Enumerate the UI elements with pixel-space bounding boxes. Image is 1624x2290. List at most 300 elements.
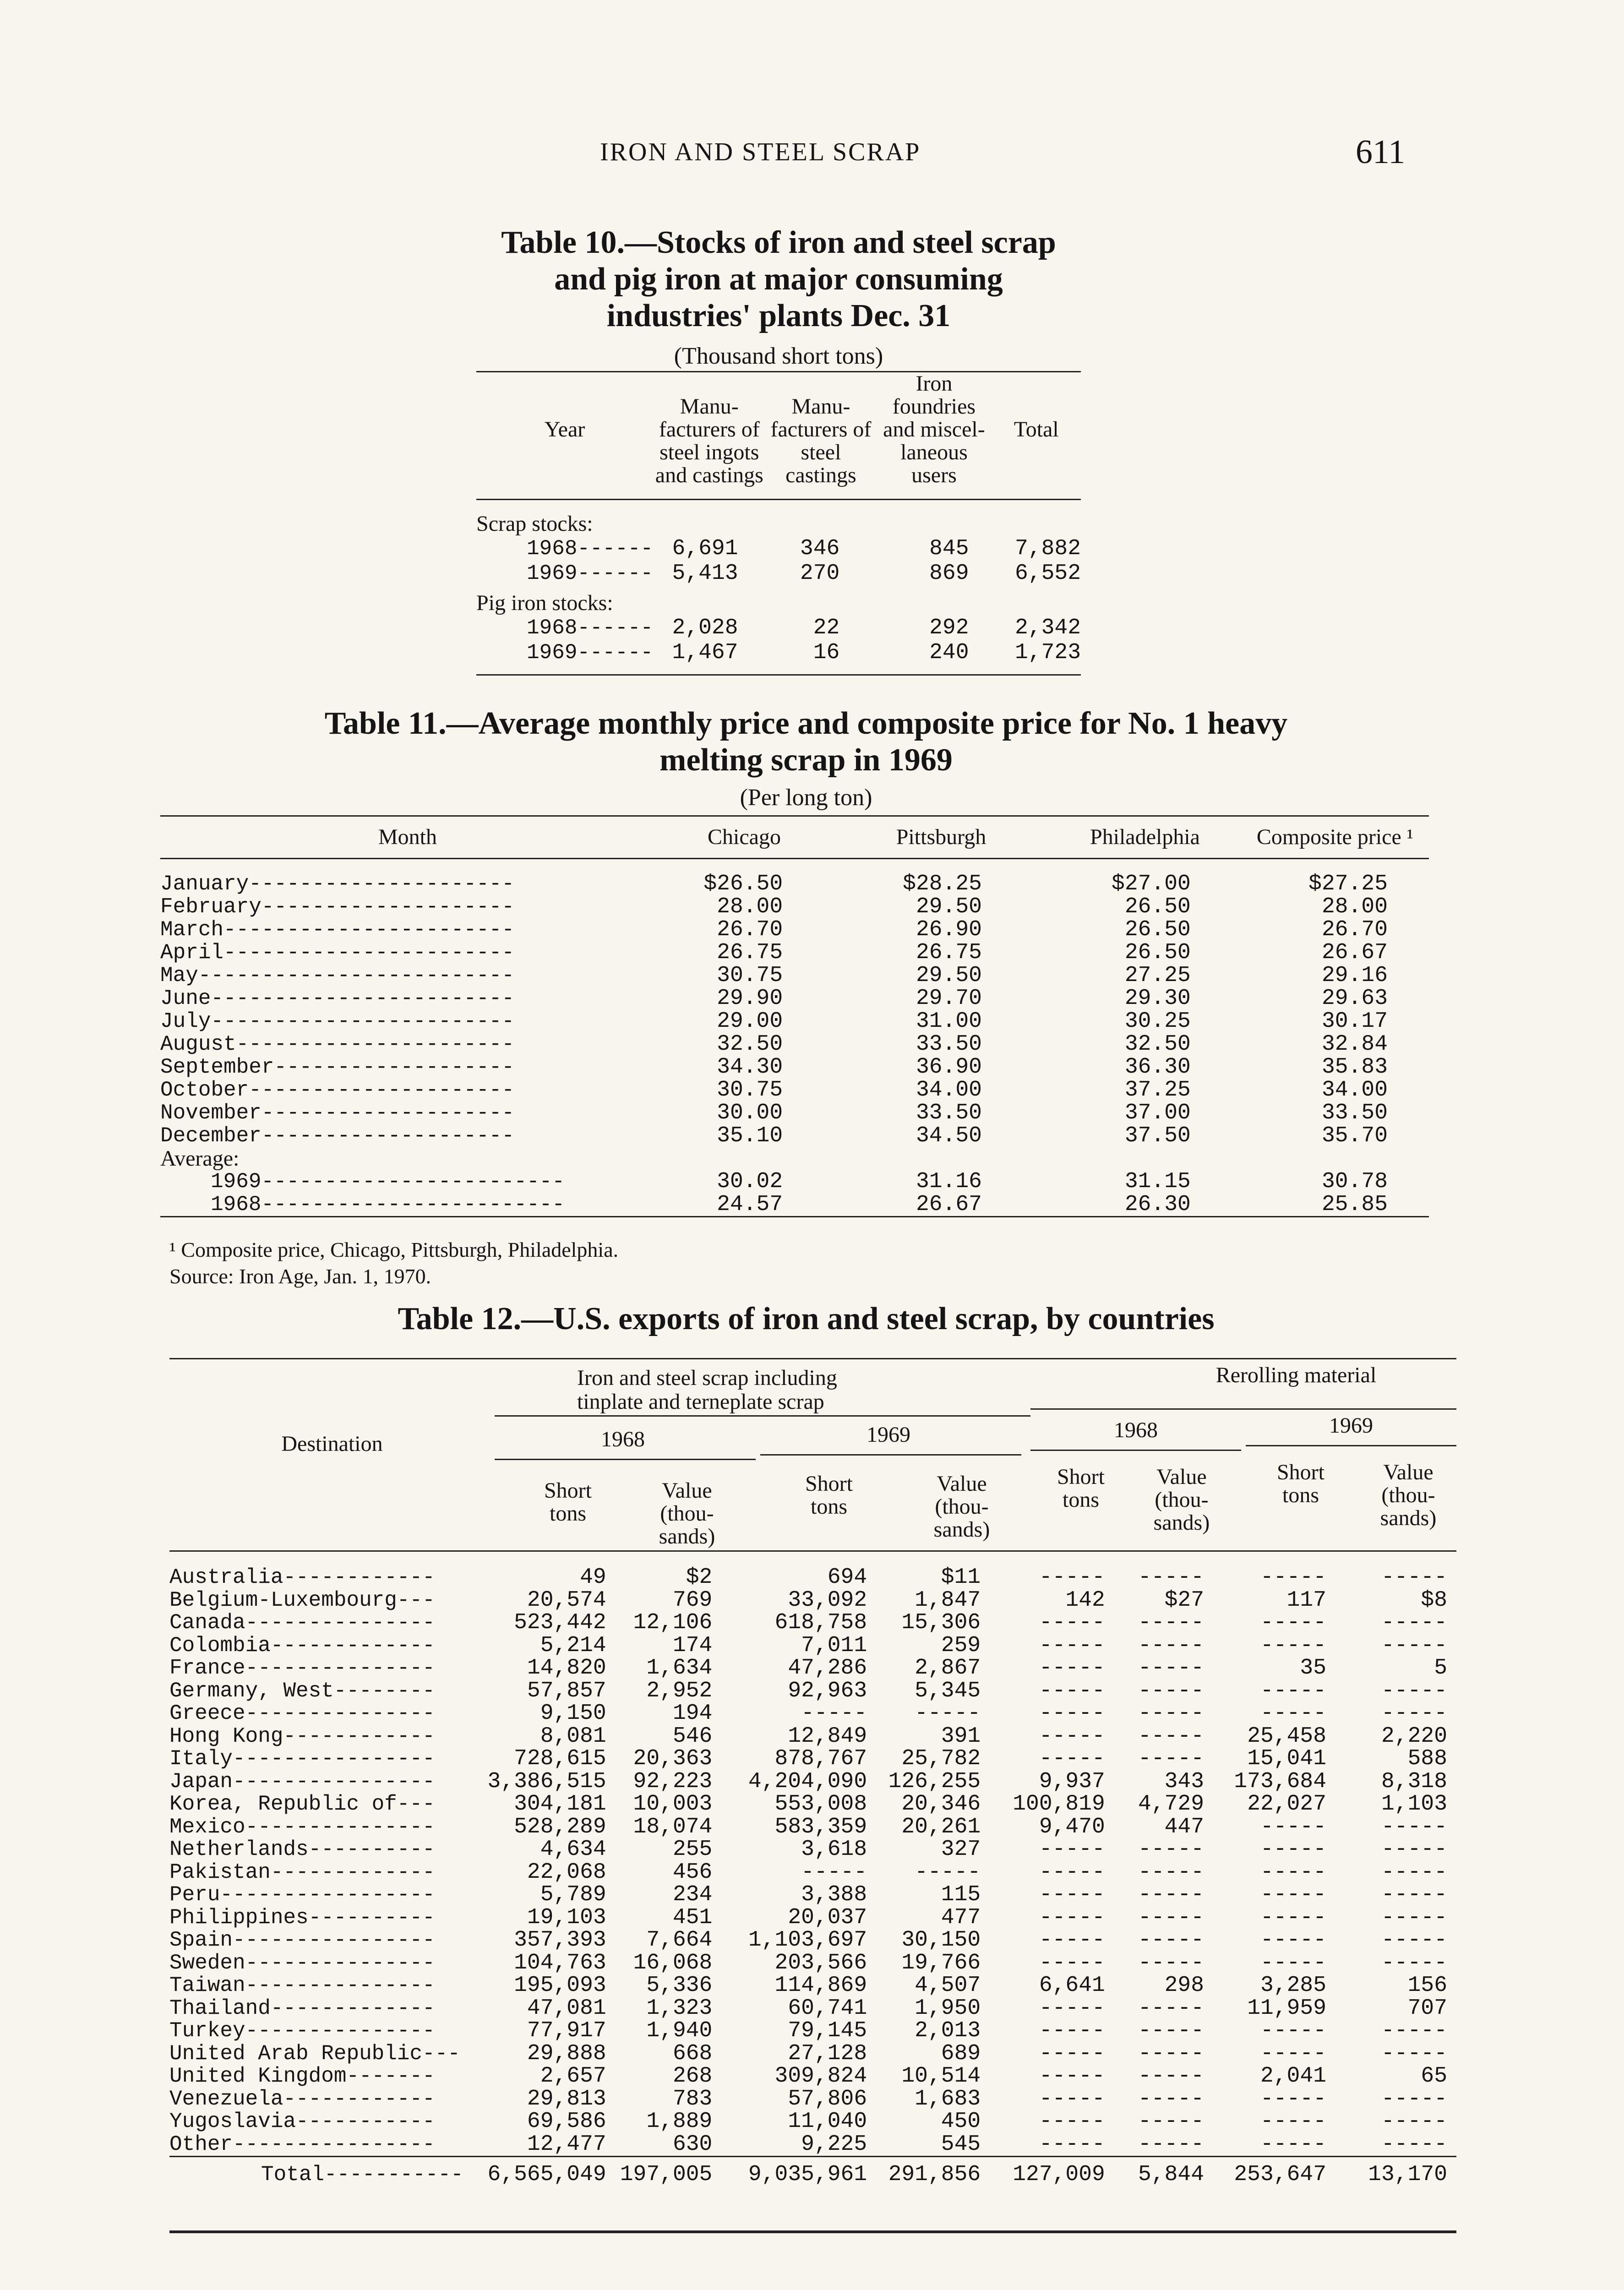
t12-group1-heading [577,1366,989,1414]
t12-destination: Mexico--------------- [169,1815,435,1839]
t11-cell: 37.00 [1124,1101,1191,1125]
t12-cell: ----- [1138,1746,1204,1771]
t12-cell: 728,615 [514,1746,606,1771]
t12-destination-label: Thailand [169,1996,271,2020]
t12-cell: 291,856 [888,2162,981,2187]
t11-month: November-------------------- [160,1101,514,1125]
t12-cell: 92,963 [788,1678,867,1703]
t12-rule-g1 [495,1415,1030,1417]
table-row [169,2043,1456,2066]
t12-cell: 47,081 [527,1996,606,2021]
t12-cell: ----- [1260,1928,1327,1952]
t11-cell: 30.17 [1321,1009,1388,1034]
t12-cell: 546 [672,1723,713,1749]
table-11-subtitle: (Per long ton) [740,785,872,811]
table-row [169,2110,1456,2133]
t12-cell: 18,074 [633,1814,713,1839]
t12-cell: 57,806 [788,2086,867,2111]
t12-destination-label: Taiwan [169,1974,245,1997]
table-10-title [458,224,1099,370]
t12-header-rule [169,1550,1456,1552]
t11-cell: 30.00 [717,1101,783,1125]
t12-cell: 195,093 [514,1973,606,1998]
t12-destination-label: Philippines [169,1905,309,1930]
t12-cell: ----- [1260,1610,1327,1635]
t12-cell: ----- [1260,1837,1327,1862]
t11-cell: $28.25 [903,872,982,896]
t12-destination: Netherlands---------- [169,1837,435,1861]
t12-cell: 553,008 [774,1792,867,1816]
t12-destination: Venezuela------------ [169,2087,435,2111]
t11-cell: 31.16 [916,1169,982,1194]
t12-cell: 20,574 [527,1587,606,1613]
t11-cell: 31.15 [1124,1169,1191,1194]
table-row [169,1884,1456,1907]
table-row [160,1079,1429,1101]
t10-col-castings: Manu- facturers of steel castings [770,394,872,487]
t12-cell: 12,106 [633,1610,713,1635]
table-row [169,1680,1456,1703]
t12-short-c: Short tons [1057,1465,1105,1512]
t12-cell: 100,819 [1013,1792,1105,1816]
t12-cell: ----- [1260,1814,1327,1839]
t11-cell: 35.10 [717,1123,783,1148]
t10-cell: 346 [800,536,840,561]
t12-cell: ----- [1381,1950,1447,1975]
t11-average-label: Average: [160,1146,240,1171]
t12-cell: 2,657 [540,2064,606,2088]
t12-cell: ----- [1138,2064,1204,2088]
t11-month-label: November [160,1101,262,1125]
table-row [169,1725,1456,1748]
t12-cell: ----- [1260,2086,1327,2111]
t12-cell: 343 [1164,1769,1204,1794]
t12-cell: ----- [801,1859,867,1885]
t12-cell: 6,641 [1039,1973,1105,1998]
table-11 [160,815,1429,873]
t12-year-d: 1969 [1329,1413,1373,1438]
t10-cell: 22 [813,616,840,640]
t12-cell: 20,363 [633,1746,713,1771]
t12-cell: ----- [1381,1859,1447,1885]
t12-cell: 49 [580,1565,606,1590]
t12-destination-label: Greece [169,1701,245,1725]
t12-cell: ----- [1138,1996,1204,2021]
t12-cell: 327 [941,1837,981,1862]
t12-cell: 5,214 [540,1633,606,1658]
t12-cell: ----- [1260,1701,1327,1726]
t11-bottom-rule [160,1216,1429,1217]
t11-month-label: 1969 [211,1170,262,1194]
t12-cell: 234 [672,1882,713,1907]
table-12-body [169,1566,1456,2186]
t12-cell: 29,813 [527,2086,606,2111]
t12-cell: 309,824 [774,2064,867,2088]
t12-cell: 20,346 [901,1792,981,1816]
t11-month-label: December [160,1124,262,1148]
t11-cell: 35.70 [1321,1123,1388,1148]
t12-cell: 6,565,049 [487,2162,606,2187]
t12-cell: 456 [672,1859,713,1885]
t11-cell: 30.75 [717,1078,783,1102]
t12-cell: 9,937 [1039,1769,1105,1794]
t12-cell: ----- [1039,2086,1105,2111]
t12-cell: 115 [941,1882,981,1907]
t12-destination-label: Belgium-Luxembourg [169,1588,397,1612]
t11-cell: 33.50 [916,1101,982,1125]
t12-cell: ----- [915,1859,981,1885]
t12-destination-label: Peru [169,1883,220,1907]
t11-cell: 29.50 [916,963,982,988]
t12-cell: 15,306 [901,1610,981,1635]
t12-cell: 65 [1421,2064,1447,2088]
t12-cell: ----- [1039,1656,1105,1680]
t12-destination-label: Yugoslavia [169,2110,296,2133]
t11-month-label: January [160,872,249,896]
t10-col-foundries: Iron foundries and miscel- laneous users [883,371,985,487]
t12-cell: ----- [1381,1928,1447,1952]
t11-cell: 28.00 [1321,894,1388,919]
t12-cell: ----- [1039,2109,1105,2134]
t12-cell: ----- [1039,1882,1105,1907]
t12-cell: 22,068 [527,1859,606,1885]
t12-cell: ----- [1381,1610,1447,1635]
t12-destination-label: Germany, West [169,1679,334,1703]
t12-destination-label: Japan [169,1769,233,1794]
t12-cell: 2,867 [915,1656,981,1680]
t12-cell: ----- [1381,2018,1447,2043]
t12-short-d: Short tons [1276,1460,1324,1507]
table-row [169,1861,1456,1884]
t11-cell: 26.50 [1124,940,1191,965]
t12-cell: ----- [1260,2132,1327,2157]
t11-cell: 35.83 [1321,1055,1388,1080]
table-row [169,1589,1456,1612]
t12-destination: Australia------------ [169,1565,435,1589]
t12-cell: ----- [1039,1701,1105,1726]
t12-destination-label: Sweden [169,1951,245,1975]
t12-cell: 2,952 [646,1678,713,1703]
table-row [160,964,1429,987]
t12-cell: ----- [1039,1996,1105,2021]
table-row [169,1793,1456,1816]
t11-month: October--------------------- [160,1078,514,1102]
t12-cell: ----- [1138,1656,1204,1680]
t12-cell: ----- [1039,1905,1105,1930]
t12-cell: 69,586 [527,2109,606,2134]
t11-cell: 32.50 [717,1032,783,1057]
t12-cell: ----- [1138,1633,1204,1658]
t12-destination: Korea, Republic of--- [169,1792,435,1816]
t11-cell: 29.70 [916,986,982,1011]
t12-destination-label: Hong Kong [169,1724,283,1748]
t11-cell: 25.85 [1321,1192,1388,1217]
t12-cell: 20,037 [788,1905,867,1930]
t10-cell: 292 [929,616,969,640]
t12-cell: 255 [672,1837,713,1862]
t11-cell: 34.30 [717,1055,783,1080]
t11-col-month: Month [378,825,437,849]
t12-cell: 114,869 [774,1973,867,1998]
table-row [169,1612,1456,1635]
t11-footnote: ¹ Composite price, Chicago, Pittsburgh, Philadelphia. [169,1238,619,1261]
t12-cell: ----- [1138,1723,1204,1749]
t12-cell: ----- [1381,1837,1447,1862]
t11-cell: 34.50 [916,1123,982,1148]
t12-cell: 7,011 [801,1633,867,1658]
t11-cell: $26.50 [703,872,783,896]
table-row [169,1997,1456,2020]
t12-cell: 1,103 [1381,1792,1447,1816]
t12-cell: ----- [1138,2086,1204,2111]
t12-cell: ----- [1039,1610,1105,1635]
t12-destination: United Arab Republic--- [169,2041,460,2066]
t11-month: May------------------------- [160,964,514,987]
t12-year-b: 1969 [866,1423,910,1447]
t11-cell: 30.25 [1124,1009,1191,1034]
t11-month: March----------------------- [160,918,514,942]
t12-cell: ----- [1381,1701,1447,1726]
table-row [169,1929,1456,1952]
table-row [169,2133,1456,2157]
t12-cell: 304,181 [514,1792,606,1816]
t12-cell: 5,789 [540,1882,606,1907]
t12-group2-heading: Rerolling material [1215,1363,1377,1387]
t12-cell: ----- [1381,1905,1447,1930]
t12-destination-label: Turkey [169,2019,245,2043]
t12-cell: 47,286 [788,1656,867,1680]
t12-cell: ----- [1138,1678,1204,1703]
t12-destination: Turkey--------------- [169,2019,435,2043]
t11-month-label: April [160,941,224,965]
t12-cell: ----- [1039,1565,1105,1590]
table-row [160,918,1429,941]
t10-cell: 16 [813,640,840,665]
t12-cell: ----- [1381,1678,1447,1703]
t12-destination-label: Venezuela [169,2087,283,2111]
t12-cell: 9,225 [801,2132,867,2157]
t10-cell: 7,882 [1014,536,1081,561]
t12-cell: 142 [1065,1587,1105,1613]
t11-cell: 36.30 [1124,1055,1191,1080]
t12-cell: 12,477 [527,2132,606,2157]
table-10-subtitle: (Thousand short tons) [674,343,883,369]
t11-month-label: May [160,964,198,987]
t12-cell: 528,289 [514,1814,606,1839]
t12-destination-label: France [169,1656,245,1680]
t11-cell: 29.16 [1321,963,1388,988]
t11-cell: 24.57 [717,1192,783,1217]
t12-cell: 11,040 [788,2109,867,2134]
t12-cell: 12,849 [788,1723,867,1749]
table-row [476,561,1081,586]
t10-group-scrap: Scrap stocks: [476,512,593,536]
t12-cell: 268 [672,2064,713,2088]
t12-rule-g2 [1030,1408,1456,1410]
total-row [169,2157,1456,2186]
t12-cell: ----- [1260,1905,1327,1930]
table-11-notes [169,1237,1085,1290]
t12-cell: 33,092 [788,1587,867,1613]
t12-cell: ----- [1381,2109,1447,2134]
t12-destination: Colombia------------- [169,1633,435,1658]
t12-destination-label: Canada [169,1611,245,1635]
t10-year: 1968------ [527,537,654,561]
t11-cell: 26.50 [1124,917,1191,942]
t11-cell: 36.90 [916,1055,982,1080]
t10-cell: 6,552 [1014,561,1081,586]
t12-destination: Greece--------------- [169,1701,435,1725]
t12-cell: 25,458 [1247,1723,1327,1749]
table-row [169,1907,1456,1930]
table-row [169,1566,1456,1589]
t12-cell: ----- [1381,2041,1447,2066]
t12-destination: Italy---------------- [169,1747,435,1771]
t11-cell: 31.00 [916,1009,982,1034]
t11-cell: 34.00 [916,1078,982,1102]
t12-cell: 2,220 [1381,1723,1447,1749]
table-11-body [160,872,1429,1216]
t11-month: January--------------------- [160,872,514,896]
t12-destination: Other---------------- [169,2132,435,2156]
t11-month: 1969------------------------ [211,1170,565,1194]
t12-cell: ----- [1138,2132,1204,2157]
t12-cell: 447 [1164,1814,1204,1839]
t12-cell: 451 [672,1905,713,1930]
t12-cell: 10,514 [901,2064,981,2088]
t12-rule-yd [1246,1445,1456,1446]
t11-cell: 34.00 [1321,1078,1388,1102]
table-row [160,1170,1429,1193]
table-row [160,987,1429,1010]
t12-cell: 194 [672,1701,713,1726]
t12-cell: 1,323 [646,1996,713,2021]
t12-cell: ----- [1138,1950,1204,1975]
t11-cell: 26.90 [916,917,982,942]
t12-destination: Belgium-Luxembourg--- [169,1588,435,1612]
t12-cell: 1,847 [915,1587,981,1613]
t12-cell: 8,081 [540,1723,606,1749]
t11-cell: 28.00 [717,894,783,919]
t12-destination: Taiwan--------------- [169,1974,435,1997]
t11-cell: 27.25 [1124,963,1191,988]
t11-month: December-------------------- [160,1124,514,1148]
t12-cell: $2 [686,1565,713,1590]
t11-cell: 33.50 [1321,1101,1388,1125]
t12-cell: 60,741 [788,1996,867,2021]
t12-destination: France--------------- [169,1656,435,1680]
t12-cell: 156 [1407,1973,1447,1998]
t12-cell: 104,763 [514,1950,606,1975]
t12-short-b: Short tons [805,1472,853,1519]
t12-cell: ----- [1381,2086,1447,2111]
t11-month-label: February [160,895,262,919]
t12-cell: ----- [1381,1814,1447,1839]
t11-cell: 29.50 [916,894,982,919]
t11-cell: $27.25 [1308,872,1388,896]
table-row [160,1193,1429,1216]
t12-destination-label: Pakistan [169,1860,271,1884]
table-10-title-line3: industries' plants Dec. 31 [606,298,951,333]
t12-cell: 79,145 [788,2018,867,2043]
t12-cell: 253,647 [1234,2162,1327,2187]
t12-cell: 19,766 [901,1950,981,1975]
t12-cell: ----- [1138,1905,1204,1930]
table-row [169,1816,1456,1839]
t12-cell: ----- [1138,1928,1204,1952]
t12-cell: ----- [1039,1723,1105,1749]
t12-destination-label: Total [261,2163,325,2186]
t12-cell: 878,767 [774,1746,867,1771]
t12-cell: 689 [941,2041,981,2066]
t12-cell: 16,068 [633,1950,713,1975]
t11-cell: 32.50 [1124,1032,1191,1057]
t12-destination: Japan---------------- [169,1769,435,1794]
t12-cell: 11,959 [1247,1996,1327,2021]
t12-cell: 4,634 [540,1837,606,1862]
t11-cell: 32.84 [1321,1032,1388,1057]
t12-cell: 10,003 [633,1792,713,1816]
t12-cell: ----- [1039,2018,1105,2043]
t12-cell: 14,820 [527,1656,606,1680]
table-row [169,2065,1456,2088]
t12-cell: 13,170 [1368,2162,1447,2187]
t10-group-label [476,511,1081,536]
t12-cell: ----- [1260,2041,1327,2066]
t12-cell: 3,386,515 [487,1769,606,1794]
table-row [169,2088,1456,2111]
t12-cell: 4,729 [1138,1792,1204,1816]
table-row [169,1702,1456,1725]
page-number: 611 [1356,133,1406,171]
t10-year: 1968------ [527,616,654,640]
t11-cell: 26.70 [1321,917,1388,942]
t12-cell: ----- [1381,1633,1447,1658]
t12-destination-label: Australia [169,1565,283,1589]
t12-cell: 203,566 [774,1950,867,1975]
table-11-title-line2: melting scrap in 1969 [659,742,953,778]
t12-destination: Sweden--------------- [169,1951,435,1975]
t11-cell: 26.75 [916,940,982,965]
t12-destination-label: United Arab Republic [169,2041,423,2066]
t12-cell: ----- [1039,1859,1105,1885]
t12-cell: 5,345 [915,1678,981,1703]
table-row [169,1635,1456,1658]
t12-cell: 783 [672,2086,713,2111]
t12-cell: 27,128 [788,2041,867,2066]
table-row [169,1838,1456,1861]
t12-year-c: 1968 [1114,1418,1158,1442]
t12-cell: $27 [1164,1587,1204,1613]
t10-cell: 270 [800,561,840,586]
t12-cell: 35 [1300,1656,1327,1680]
t11-cell: 37.50 [1124,1123,1191,1148]
t12-cell: 197,005 [620,2162,713,2187]
running-title: IRON AND STEEL SCRAP [600,138,921,166]
table-row [160,872,1429,895]
t12-short-a: Short tons [544,1478,592,1526]
t11-cell: 30.78 [1321,1169,1388,1194]
t12-cell: 769 [672,1587,713,1613]
t11-cell: 26.70 [717,917,783,942]
t12-year-a: 1968 [601,1427,645,1451]
table-row [476,536,1081,561]
t12-cell: ----- [1138,1610,1204,1635]
t11-month: February-------------------- [160,895,514,919]
t12-cell: ----- [1260,2109,1327,2134]
t12-cell: 117 [1286,1587,1327,1613]
t11-month: April----------------------- [160,941,514,965]
